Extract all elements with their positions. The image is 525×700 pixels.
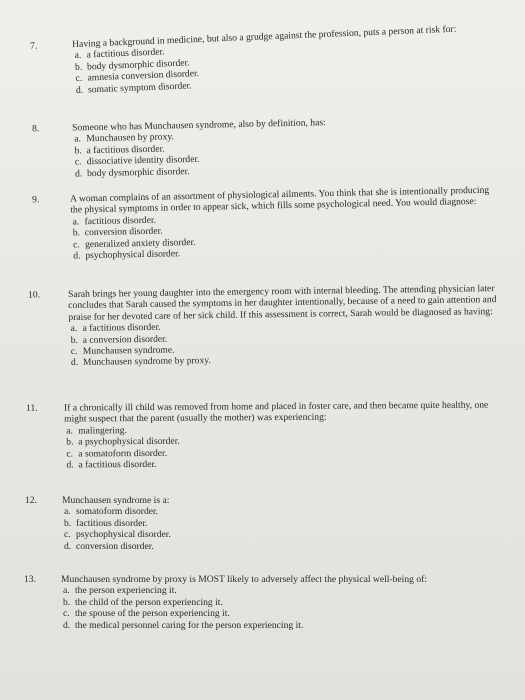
option-c: c. a somatoform disorder. <box>66 447 168 460</box>
question-stem: Munchausen syndrome is a: <box>62 495 170 506</box>
option-c: c. Munchausen syndrome. <box>70 344 175 358</box>
option-b: b. the child of the person experiencing it. <box>63 596 223 608</box>
question-stem: A woman complains of an assortment of physiological ailments. You think that she is intentionally producing the physical symptoms in order to appear sick, which fills some psychological need. You would diagnose: <box>69 184 490 216</box>
question-number: 9. <box>31 194 40 206</box>
question-number: 10. <box>27 289 41 301</box>
option-a: a. somatoform disorder. <box>64 506 159 518</box>
question-stem: Having a background in medicine, but also a grudge against the profession, puts a person at risk for: <box>71 23 457 51</box>
question-stem: Someone who has Munchausen syndrome, also by definition, has: <box>71 117 326 134</box>
option-d: d. somatic symptom disorder. <box>75 79 192 96</box>
question-7 <box>0 21 525 96</box>
option-c: c. generalized anxiety disorder. <box>72 236 196 251</box>
option-d: d. Munchausen syndrome by proxy. <box>70 355 211 369</box>
option-d: d. body dysmorphic disorder. <box>74 165 190 180</box>
option-b: b. a factitious disorder. <box>74 143 165 157</box>
option-c: c. psychophysical disorder. <box>64 529 171 541</box>
option-a: a. malingering. <box>66 424 127 437</box>
question-stem: Munchausen syndrome by proxy is MOST likely to adversely affect the physical well-being of: <box>61 574 427 585</box>
option-d: d. conversion disorder. <box>64 540 154 552</box>
question-10 <box>0 283 525 369</box>
question-number: 12. <box>25 495 37 506</box>
option-a: a. a factitious disorder. <box>70 321 161 335</box>
question-stem: Sarah brings her young daughter into the emergency room with internal bleeding. The attending physician later concludes that Sarah caused the symptoms in her daughter intentionally, because of a need to gain attention and praise for her devoted care of her sick child. If this assessment is correct, Sarah would be diagnosed as having: <box>67 283 497 323</box>
option-a: a. a factitious disorder. <box>74 46 165 62</box>
option-d: d. a factitious disorder. <box>66 458 157 471</box>
option-b: b. a conversion disorder. <box>70 333 168 346</box>
question-9 <box>0 184 525 262</box>
option-a: a. Munchausen by proxy. <box>74 131 175 145</box>
question-stem: If a chronically ill child was removed from home and placed in foster care, and then became quite healthy, one might suspect that the parent (usually the mother) was experiencing: <box>63 399 489 425</box>
option-b: b. a psychophysical disorder. <box>66 435 180 448</box>
option-b: b. factitious disorder. <box>64 517 148 529</box>
question-11 <box>0 399 525 471</box>
question-8 <box>0 113 525 180</box>
question-number: 11. <box>25 402 38 414</box>
option-c: c. the spouse of the person experiencing it. <box>63 608 230 620</box>
option-c: c. dissociative identity disorder. <box>74 154 200 168</box>
option-a: a. the person experiencing it. <box>63 585 177 597</box>
option-c: c. amnesia conversion disorder. <box>75 68 200 85</box>
question-number: 7. <box>29 40 38 52</box>
question-number: 8. <box>31 123 40 135</box>
option-a: a. factitious disorder. <box>72 214 157 228</box>
option-b: b. conversion disorder. <box>72 225 163 239</box>
option-b: b. body dysmorphic disorder. <box>74 57 190 73</box>
option-d: d. the medical personnel caring for the person experiencing it. <box>63 619 304 631</box>
question-number: 13. <box>24 574 36 585</box>
option-d: d. psychophysical disorder. <box>73 248 181 262</box>
